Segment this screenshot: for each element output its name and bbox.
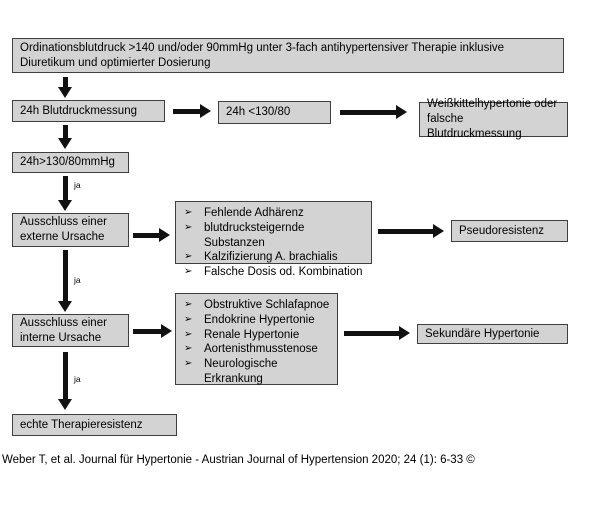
list-item	[184, 250, 367, 265]
arrow-right-low-to-whitecoat	[340, 105, 407, 119]
node-exclude-internal-label: Ausschluss einer interne Ursache	[20, 316, 107, 344]
node-start-label: Ordinationsblutdruck >140 und/oder 90mmHg unter 3-fach antihypertensiver Therapie inklusive Diuretikum und optimierter Dosierung	[20, 41, 505, 69]
node-abpm-high-label: 24h>130/80mmHg	[20, 156, 115, 168]
arrow-head-icon	[58, 138, 72, 149]
node-abpm-label: 24h Blutdruckmessung	[20, 104, 137, 117]
external-causes-items	[184, 206, 367, 280]
arrow-head-icon	[58, 87, 72, 98]
arrow-shaft	[133, 233, 159, 238]
arrowhead-bullet-icon: ➢	[184, 266, 193, 278]
list-item	[184, 298, 333, 313]
arrowhead-bullet-icon: ➢	[184, 221, 193, 233]
arrow-head-icon	[399, 326, 410, 340]
list-item-text: Neurologische Erkrankung	[204, 358, 278, 385]
arrow-head-icon	[433, 224, 444, 238]
arrow-head-icon	[161, 324, 172, 338]
arrow-head-icon	[159, 228, 170, 242]
label-ja-2: ja	[74, 275, 81, 285]
arrow-down-start-to-abpm	[58, 77, 72, 98]
node-secondary-hypertension-label: Sekundäre Hypertonie	[425, 327, 540, 340]
list-item-text: Aortenisthmusstenose	[204, 343, 318, 356]
node-abpm-low-label: 24h <130/80	[226, 106, 291, 118]
list-item	[184, 221, 367, 251]
node-true-resistance	[12, 414, 177, 436]
arrow-head-icon	[200, 104, 211, 118]
arrow-shaft	[344, 331, 399, 336]
arrow-down-high-to-external	[58, 176, 72, 211]
node-abpm	[12, 100, 165, 122]
list-item-text: Fehlende Adhärenz	[204, 207, 304, 219]
node-true-resistance-label: echte Therapieresistenz	[20, 418, 143, 431]
arrow-shaft	[63, 176, 68, 200]
internal-causes-items	[184, 298, 333, 387]
list-item-text: Obstruktive Schlafapnoe	[204, 299, 330, 311]
list-item	[184, 342, 333, 357]
list-item	[184, 313, 333, 328]
label-ja-1: ja	[74, 180, 81, 190]
arrow-head-icon	[396, 105, 407, 119]
arrow-head-icon	[58, 200, 72, 211]
node-start	[12, 38, 564, 73]
arrow-shaft	[63, 250, 68, 301]
arrow-down-external-to-internal	[58, 250, 72, 312]
arrow-right-abpm-to-low	[173, 104, 211, 118]
arrow-shaft	[133, 329, 161, 334]
list-item-text: Falsche Dosis od. Kombination	[204, 266, 363, 279]
arrow-shaft	[63, 77, 68, 87]
node-exclude-external-label: Ausschluss einer externe Ursache	[20, 216, 107, 243]
arrowhead-bullet-icon: ➢	[184, 207, 193, 218]
arrow-shaft	[173, 109, 200, 114]
list-item-text: blutdrucksteigernde Substanzen	[204, 221, 305, 249]
arrow-head-icon	[58, 301, 72, 312]
arrow-shaft	[63, 125, 68, 138]
node-secondary-hypertension	[417, 324, 568, 344]
arrowhead-bullet-icon: ➢	[184, 343, 193, 355]
node-exclude-internal	[12, 314, 129, 347]
node-abpm-high	[12, 152, 129, 173]
node-exclude-external	[12, 213, 129, 247]
arrow-head-icon	[58, 399, 72, 410]
list-item	[184, 206, 367, 221]
node-pseudoresistance	[451, 220, 568, 242]
arrowhead-bullet-icon: ➢	[184, 299, 193, 310]
arrow-down-abpm-to-high	[58, 125, 72, 149]
arrow-right-list-to-pseudo	[378, 224, 444, 238]
list-item-text: Endokrine Hypertonie	[204, 313, 315, 326]
arrowhead-bullet-icon: ➢	[184, 251, 193, 263]
list-item-text: Renale Hypertonie	[204, 328, 300, 341]
list-external-causes	[175, 201, 372, 279]
node-pseudoresistance-label: Pseudoresistenz	[459, 224, 545, 237]
arrow-right-external-to-list	[133, 228, 170, 242]
arrow-shaft	[378, 229, 433, 234]
arrowhead-bullet-icon: ➢	[184, 358, 193, 370]
node-abpm-low	[218, 101, 331, 124]
list-item	[184, 357, 333, 387]
citation-text: Weber T, et al. Journal für Hypertonie - Austrian Journal of Hypertension 2020; 24 (1): 6-33 ©	[2, 454, 475, 466]
arrowhead-bullet-icon: ➢	[184, 328, 193, 340]
arrow-shaft	[63, 352, 68, 399]
list-item	[184, 328, 333, 343]
arrowhead-bullet-icon: ➢	[184, 313, 193, 325]
node-white-coat	[419, 98, 568, 140]
arrow-down-internal-to-true	[58, 352, 72, 410]
list-item-text: Kalzifizierung A. brachialis	[204, 251, 338, 264]
list-internal-causes	[175, 293, 338, 385]
arrow-shaft	[340, 110, 396, 115]
node-white-coat-label: Weißkittelhypertonie oder falsche Blutdruckmessung	[427, 98, 558, 140]
label-ja-3: ja	[74, 374, 81, 384]
arrow-right-internal-to-list	[133, 324, 172, 338]
list-item	[184, 265, 367, 280]
arrow-right-list-to-secondary	[344, 326, 410, 340]
